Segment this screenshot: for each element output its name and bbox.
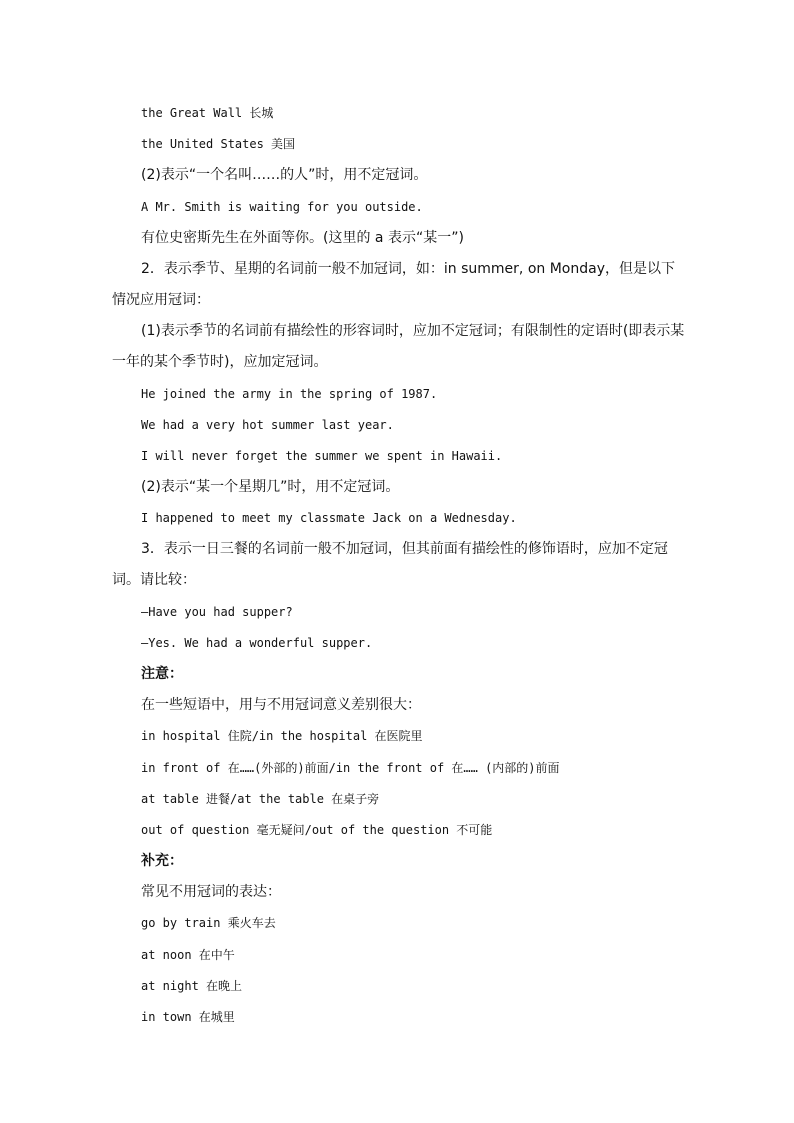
text-line-question: out of question 毫无疑问/out of the question 不可能: [141, 823, 493, 837]
paragraph-seasons-weekdays: 2．表示季节、星期的名词前一般不加冠词，如：in summer, on Monday，但是以下情况应用冠词：: [112, 261, 675, 308]
text-line-united-states: the United States 美国: [141, 137, 296, 151]
text-line-indefinite-article-name: (2)表示“一个名叫……的人”时，用不定冠词。: [141, 167, 428, 183]
text-line-common-expressions: 常见不用冠词的表达：: [141, 884, 281, 900]
text-line-great-wall: the Great Wall 长城: [141, 106, 274, 120]
text-line-at-night: at night 在晚上: [141, 979, 243, 993]
text-line-hawaii-example: I will never forget the summer we spent in Hawaii.: [141, 449, 503, 463]
paragraph-meals-rule: 3．表示一日三餐的名词前一般不加冠词，但其前面有描绘性的修饰语时，应加不定冠词。请比较：: [112, 541, 668, 588]
text-line-wednesday-example: I happened to meet my classmate Jack on a Wednesday.: [141, 511, 517, 525]
text-line-article-difference: 在一些短语中，用与不用冠词意义差别很大：: [141, 697, 421, 713]
text-line-supper-answer: —Yes. We had a wonderful supper.: [141, 636, 373, 650]
text-line-hospital: in hospital 住院/in the hospital 在医院里: [141, 729, 423, 743]
section-heading-note: 注意：: [141, 666, 183, 682]
text-line-army-example: He joined the army in the spring of 1987.: [141, 387, 438, 401]
text-line-weekday-rule: (2)表示“某一个星期几”时，用不定冠词。: [141, 479, 400, 495]
text-line-table: at table 进餐/at the table 在桌子旁: [141, 792, 380, 806]
text-line-at-noon: at noon 在中午: [141, 948, 235, 962]
text-line-in-town: in town 在城里: [141, 1010, 235, 1024]
text-line-supper-question: —Have you had supper?: [141, 605, 293, 619]
text-line-smith-example: A Mr. Smith is waiting for you outside.: [141, 200, 423, 214]
text-line-by-train: go by train 乘火车去: [141, 916, 276, 930]
section-heading-supplement: 补充：: [141, 853, 183, 869]
text-line-smith-translation: 有位史密斯先生在外面等你。(这里的 a 表示“某一”): [141, 230, 464, 246]
paragraph-season-adjectives: (1)表示季节的名词前有描绘性的形容词时，应加不定冠词；有限制性的定语时(即表示某一年的某个季节时)，应加定冠词。: [112, 323, 685, 370]
text-line-front: in front of 在……(外部的)前面/in the front of 在…… (内部的)前面: [141, 761, 560, 775]
text-line-summer-example: We had a very hot summer last year.: [141, 418, 394, 432]
